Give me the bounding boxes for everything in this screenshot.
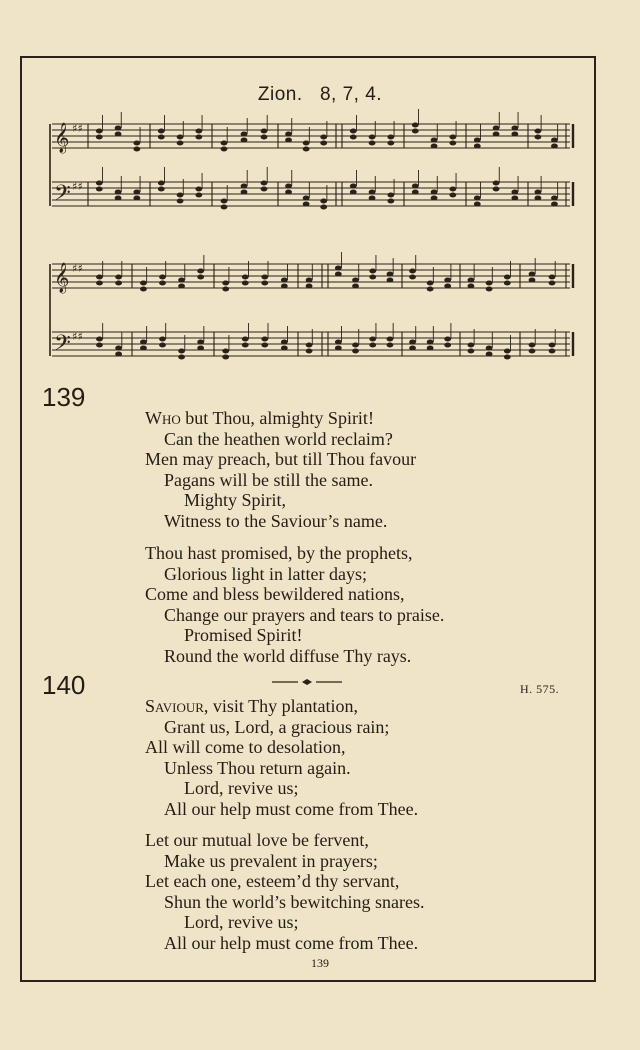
note-head [285, 138, 292, 143]
note-head [96, 187, 103, 192]
verse-line: Change our prayers and tears to praise. [164, 604, 445, 625]
note-head [140, 346, 147, 351]
note-head [551, 202, 558, 207]
note-head [140, 287, 147, 292]
note-head [352, 284, 359, 289]
note-head [133, 196, 140, 201]
note-head [369, 141, 376, 146]
note-head [96, 337, 103, 342]
note-head [178, 349, 185, 354]
verse-lead: Saviour [145, 696, 204, 716]
verse-line: Come and bless bewildered nations, [145, 584, 405, 604]
verse-line: Let our mutual love be fervent, [145, 830, 369, 850]
note-head [320, 135, 327, 140]
verse-line: Let each one, esteem’d thy servant, [145, 871, 400, 891]
note-head [306, 349, 313, 354]
note-head [444, 278, 451, 283]
note-head [197, 346, 204, 351]
note-head [493, 126, 500, 131]
note-head [221, 205, 228, 210]
tune-meter: 8, 7, 4. [319, 84, 383, 105]
note-head [115, 196, 122, 201]
tune-name: Zion. [257, 84, 303, 105]
note-head [486, 352, 493, 357]
music-score [0, 0, 640, 380]
note-head [281, 346, 288, 351]
note-head [285, 132, 292, 137]
note-head [241, 190, 248, 195]
verse-line: Men may preach, but till Thou favour [145, 449, 417, 469]
note-head [303, 202, 310, 207]
note-head [431, 196, 438, 201]
note-head [320, 205, 327, 210]
note-head [409, 340, 416, 345]
note-head [369, 190, 376, 195]
note-head [535, 196, 542, 201]
note-head [449, 193, 456, 198]
note-head [195, 187, 202, 192]
note-head [352, 349, 359, 354]
note-head [493, 132, 500, 137]
note-head [335, 340, 342, 345]
key-signature: ♯♯ [72, 330, 83, 343]
note-head [511, 126, 518, 131]
note-head [529, 343, 536, 348]
note-head [535, 135, 542, 140]
clef-icon: 𝄞 [54, 123, 70, 153]
verse-line: All will come to desolation, [145, 737, 346, 757]
verse-line: Who but Thou, almighty Spirit! [145, 408, 374, 428]
verse-line: Lord, revive us; [184, 912, 299, 932]
verse-line: Saviour, visit Thy plantation, [145, 696, 359, 716]
hymn-number: 140 [42, 670, 86, 700]
note-head [387, 193, 394, 198]
verse-line: Lord, revive us; [184, 778, 299, 798]
note-head [115, 281, 122, 286]
note-head [409, 275, 416, 280]
note-head [529, 278, 536, 283]
note-head [369, 135, 376, 140]
note-head [449, 141, 456, 146]
note-head [306, 284, 313, 289]
note-head [369, 343, 376, 348]
note-head [549, 275, 556, 280]
note-head [486, 281, 493, 286]
note-head [261, 337, 268, 342]
note-head [387, 278, 394, 283]
verse-line: Witness to the Saviour’s name. [164, 510, 388, 531]
note-head [511, 132, 518, 137]
note-head [412, 190, 419, 195]
note-head [178, 355, 185, 360]
verse-line: Unless Thou return again. [164, 757, 351, 778]
note-head [535, 190, 542, 195]
note-head [285, 184, 292, 189]
note-head [281, 284, 288, 289]
note-head [369, 337, 376, 342]
note-head [96, 135, 103, 140]
note-head [352, 343, 359, 348]
note-head [241, 132, 248, 137]
note-head [350, 190, 357, 195]
note-head [261, 275, 268, 280]
note-head [261, 181, 268, 186]
note-head [486, 346, 493, 351]
note-head [115, 190, 122, 195]
note-head [281, 340, 288, 345]
note-head [468, 278, 475, 283]
note-head [504, 275, 511, 280]
note-head [412, 129, 419, 134]
note-head [96, 281, 103, 286]
hymn-139-stanza-1 [145, 408, 416, 531]
note-head [177, 193, 184, 198]
verse-lead: Who [145, 408, 181, 428]
meter-reference: H. 575. [520, 682, 560, 696]
note-head [133, 141, 140, 146]
note-head [427, 281, 434, 286]
note-head [197, 269, 204, 274]
note-head [140, 340, 147, 345]
note-head [387, 343, 394, 348]
note-head [133, 190, 140, 195]
separator-ornament-icon [272, 677, 342, 687]
verse-line: All our help must come from Thee. [164, 798, 419, 819]
note-head [242, 343, 249, 348]
verse-line: Glorious light in latter days; [164, 563, 367, 584]
note-head [549, 343, 556, 348]
note-head [493, 187, 500, 192]
verse-line: Promised Spirit! [184, 625, 303, 645]
note-head [409, 269, 416, 274]
note-head [177, 199, 184, 204]
key-signature: ♯♯ [72, 180, 83, 193]
note-head [449, 187, 456, 192]
note-head [474, 202, 481, 207]
note-head [335, 346, 342, 351]
note-head [412, 184, 419, 189]
verse-line: Grant us, Lord, a gracious rain; [164, 716, 390, 737]
note-head [159, 343, 166, 348]
note-head [350, 184, 357, 189]
key-signature: ♯♯ [72, 122, 83, 135]
clef-icon: 𝄞 [54, 263, 70, 293]
clef-icon: 𝄢 [54, 181, 71, 211]
note-head [159, 337, 166, 342]
verse-line: Make us prevalent in prayers; [164, 850, 378, 871]
note-head [529, 349, 536, 354]
note-head [427, 287, 434, 292]
key-signature: ♯♯ [72, 262, 83, 275]
clef-icon: 𝄢 [54, 331, 71, 361]
verse-line: Round the world diffuse Thy rays. [164, 645, 412, 666]
note-head [115, 352, 122, 357]
note-head [261, 187, 268, 192]
note-head [486, 287, 493, 292]
note-head [158, 129, 165, 134]
note-head [306, 343, 313, 348]
note-head [158, 181, 165, 186]
note-head [504, 281, 511, 286]
page-number: 139 [311, 956, 329, 970]
note-head [431, 190, 438, 195]
verse-line: Thou hast promised, by the prophets, [145, 543, 413, 563]
note-head [242, 275, 249, 280]
note-head [468, 349, 475, 354]
note-head [222, 355, 229, 360]
note-head [241, 138, 248, 143]
note-head [350, 135, 357, 140]
note-head [474, 144, 481, 149]
note-head [197, 340, 204, 345]
note-head [444, 343, 451, 348]
note-head [493, 181, 500, 186]
note-head [444, 284, 451, 289]
note-head [352, 278, 359, 283]
note-head [409, 346, 416, 351]
note-head [261, 135, 268, 140]
note-head [241, 184, 248, 189]
note-head [242, 281, 249, 286]
note-head [387, 199, 394, 204]
note-head [335, 266, 342, 271]
note-head [158, 187, 165, 192]
note-head [96, 129, 103, 134]
note-head [115, 346, 122, 351]
note-head [468, 343, 475, 348]
note-head [133, 147, 140, 152]
note-head [195, 129, 202, 134]
note-head [159, 281, 166, 286]
note-head [115, 132, 122, 137]
note-head [474, 196, 481, 201]
note-head [281, 278, 288, 283]
verse-line: Pagans will be still the same. [164, 469, 373, 490]
note-head [115, 275, 122, 280]
note-head [306, 278, 313, 283]
note-head [511, 196, 518, 201]
note-head [303, 196, 310, 201]
note-head [177, 141, 184, 146]
note-head [96, 343, 103, 348]
note-head [369, 269, 376, 274]
note-head [535, 129, 542, 134]
note-head [387, 135, 394, 140]
note-head [387, 272, 394, 277]
note-head [115, 126, 122, 131]
note-head [222, 287, 229, 292]
note-head [159, 275, 166, 280]
note-head [197, 275, 204, 280]
note-head [335, 272, 342, 277]
hymn-number: 139 [42, 382, 86, 412]
hymn-140-stanza-2 [145, 830, 424, 953]
note-head [177, 135, 184, 140]
note-head [431, 144, 438, 149]
note-head [221, 141, 228, 146]
note-head [549, 281, 556, 286]
hymn-140-stanza-1 [145, 696, 418, 819]
note-head [320, 199, 327, 204]
note-head [221, 199, 228, 204]
note-head [96, 181, 103, 186]
note-head [504, 349, 511, 354]
note-head [261, 129, 268, 134]
verse-line: All our help must come from Thee. [164, 932, 419, 953]
note-head [551, 144, 558, 149]
note-head [444, 337, 451, 342]
verse-line: Mighty Spirit, [184, 490, 287, 510]
note-head [242, 337, 249, 342]
note-head [96, 275, 103, 280]
note-head [449, 135, 456, 140]
note-head [303, 147, 310, 152]
note-head [158, 135, 165, 140]
note-head [222, 349, 229, 354]
note-head [387, 337, 394, 342]
note-head [140, 281, 147, 286]
note-head [195, 193, 202, 198]
note-head [350, 129, 357, 134]
note-head [431, 138, 438, 143]
note-head [369, 196, 376, 201]
note-head [178, 284, 185, 289]
note-head [261, 281, 268, 286]
note-head [504, 355, 511, 360]
note-head [195, 135, 202, 140]
hymn-139-stanza-2 [145, 543, 444, 666]
note-head [468, 284, 475, 289]
note-head [387, 141, 394, 146]
note-head [427, 340, 434, 345]
note-head [529, 272, 536, 277]
note-head [222, 281, 229, 286]
note-head [511, 190, 518, 195]
note-head [178, 278, 185, 283]
note-head [320, 141, 327, 146]
note-head [412, 123, 419, 128]
note-head [261, 343, 268, 348]
verse-line: Shun the world’s bewitching snares. [164, 891, 425, 912]
verse-line: Can the heathen world reclaim? [164, 428, 393, 449]
note-head [551, 196, 558, 201]
note-head [474, 138, 481, 143]
note-head [551, 138, 558, 143]
note-head [369, 275, 376, 280]
note-head [303, 141, 310, 146]
note-head [285, 190, 292, 195]
note-head [221, 147, 228, 152]
note-head [549, 349, 556, 354]
note-head [427, 346, 434, 351]
